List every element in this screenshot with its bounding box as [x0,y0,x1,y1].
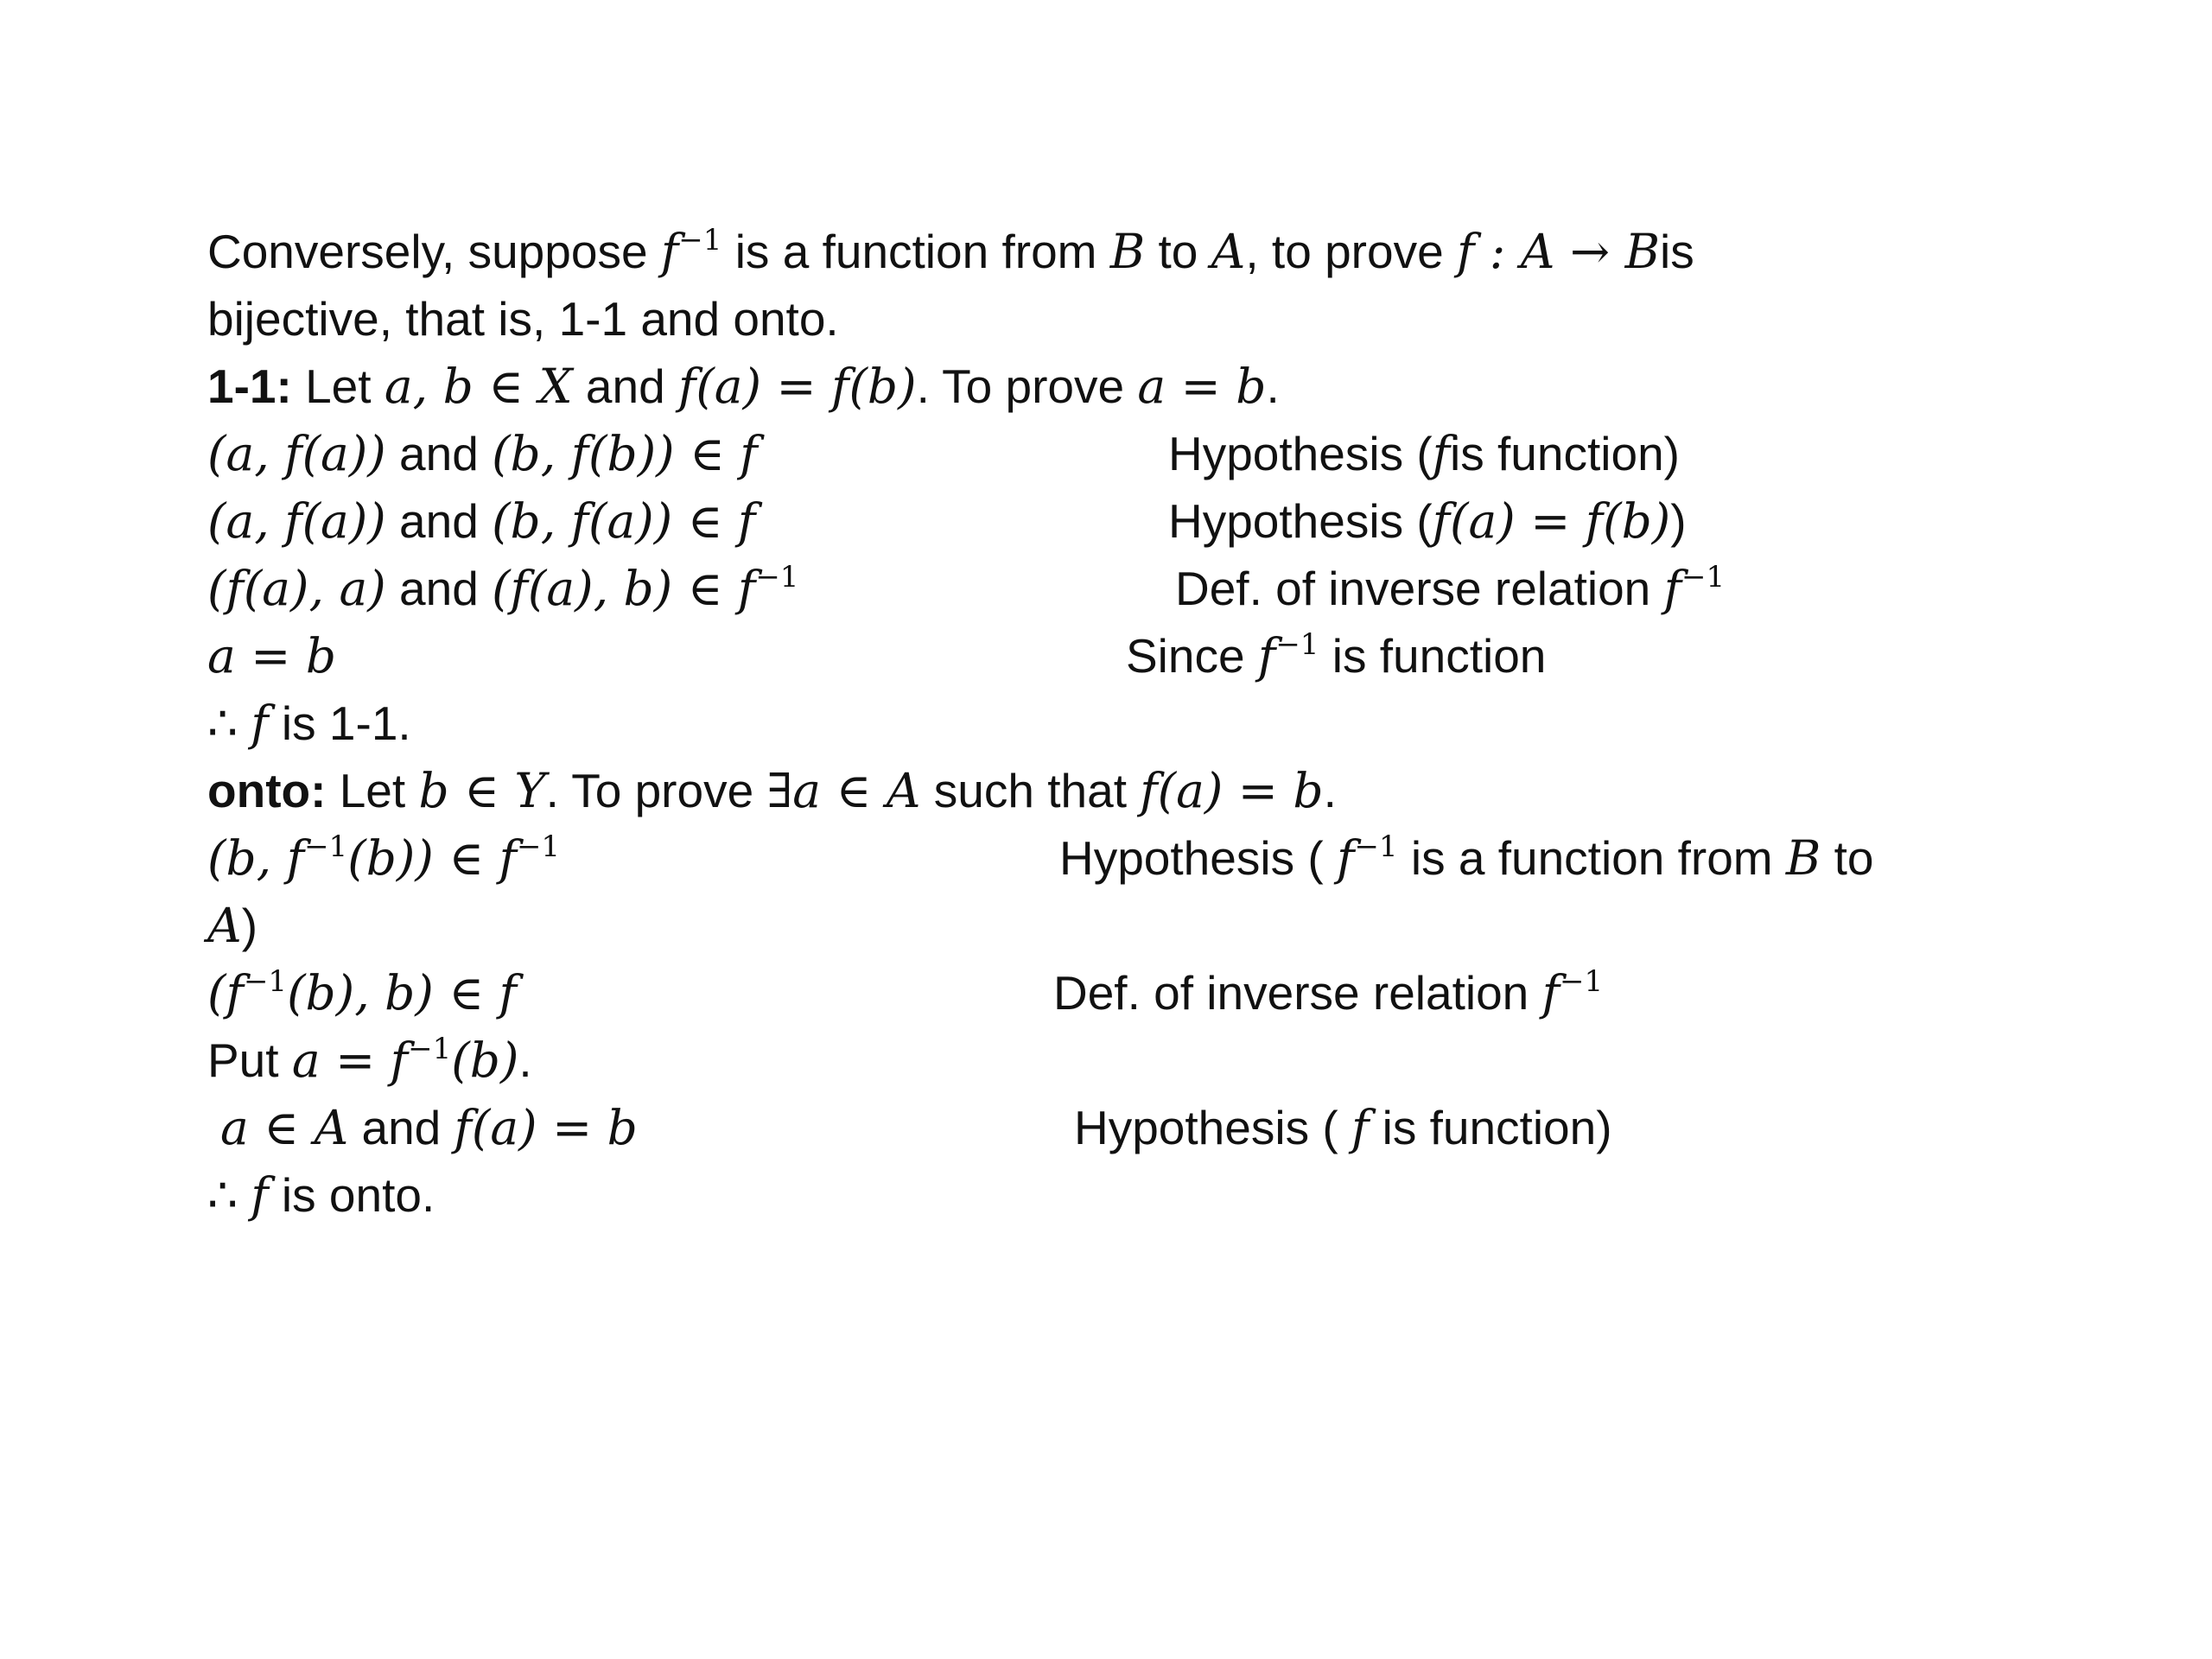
text: . [518,1033,532,1087]
justification: Hypothesis ( $f^{-1}$ is a function from B to [1059,829,1874,886]
text: and [385,562,493,615]
text: such that [920,764,1141,817]
onto-step-1-wrap [207,892,257,959]
math: (f(a), b) ∈ $f^{-1}$ [492,559,799,616]
math: a, b ∈ X [384,359,573,414]
intro-line-2: bijective, that is, 1-1 and onto. [207,292,839,346]
intro-text: , to prove [1245,225,1457,278]
math: (b, $f^{-1}(b)$) ∈ $f^{-1}$ [207,829,561,886]
justification: Def. of inverse relation $f^{-1}$ [1175,559,1726,616]
math: a = b [1137,359,1267,414]
math: f(a) = f(b) [677,359,917,414]
text: ) [241,899,258,952]
math: b ∈ Y [418,763,546,818]
onto-statement [207,757,1337,824]
math: (a, f(a)) [207,426,386,481]
one-one-heading: 1-1: [207,359,292,413]
text: Let [326,764,419,817]
function-map: f : A → B [1456,224,1660,279]
math: a ∈ A [220,1100,349,1155]
onto-step-1 [207,824,1874,892]
one-one-conclusion [207,690,411,757]
text: . To prove [545,764,767,817]
proof-step-3 [207,555,1726,622]
text: Let [291,359,385,413]
math: ∃a ∈ A [766,763,921,818]
text: . [1266,359,1280,413]
math: (b, f(a)) ∈ f [492,493,756,549]
intro-line-1 [207,218,1694,285]
math: (f(a), a) [207,561,386,616]
proof-step-4 [207,622,1547,690]
onto-put [207,1027,532,1094]
text: Put [207,1033,292,1087]
f-inverse: $f^{-1}$ [660,222,722,279]
text: . [1323,764,1337,817]
justification: Since $f^{-1}$ is function [1126,626,1547,683]
text: and [572,359,678,413]
onto-step-2 [207,959,1604,1027]
math: f [251,1167,269,1223]
math: f(a) = b [1140,763,1324,818]
math: f [251,696,269,751]
math: ($f^{-1}(b)$, b) ∈ f [207,963,517,1020]
text: . To prove [916,359,1138,413]
text: and [385,427,493,480]
text: and [348,1101,454,1154]
math: A [207,898,242,953]
math: a = b [207,628,337,683]
therefore-symbol: ∴ [207,696,238,750]
intro-text: is a function from [721,225,1110,278]
math: $a = f^{-1}(b)$ [291,1031,519,1088]
justification: Def. of inverse relation $f^{-1}$ [1053,963,1604,1020]
onto-heading: onto: [207,764,327,817]
justification: Hypothesis (f(a) = f(b)) [1168,493,1687,549]
onto-step-3 [220,1094,1612,1161]
set-a: A [1211,224,1246,279]
intro-text: is [1660,225,1694,278]
justification: Hypothesis (fis function) [1168,426,1680,481]
set-b: B [1109,224,1146,279]
proof-step-2 [207,487,1687,555]
text: and [385,494,493,548]
text: is 1-1. [268,696,411,750]
therefore-symbol: ∴ [207,1168,238,1222]
one-one-statement [207,353,1280,420]
justification: Hypothesis ( f is function) [1074,1100,1612,1155]
text: is onto. [268,1168,435,1222]
intro-text: to [1145,225,1211,278]
intro-text: Conversely, suppose [207,225,661,278]
math: (b, f(b)) ∈ f [492,426,758,481]
proof-step-1 [207,420,1680,487]
math: (a, f(a)) [207,493,386,549]
onto-conclusion [207,1161,435,1229]
math: f(a) = b [454,1100,638,1155]
